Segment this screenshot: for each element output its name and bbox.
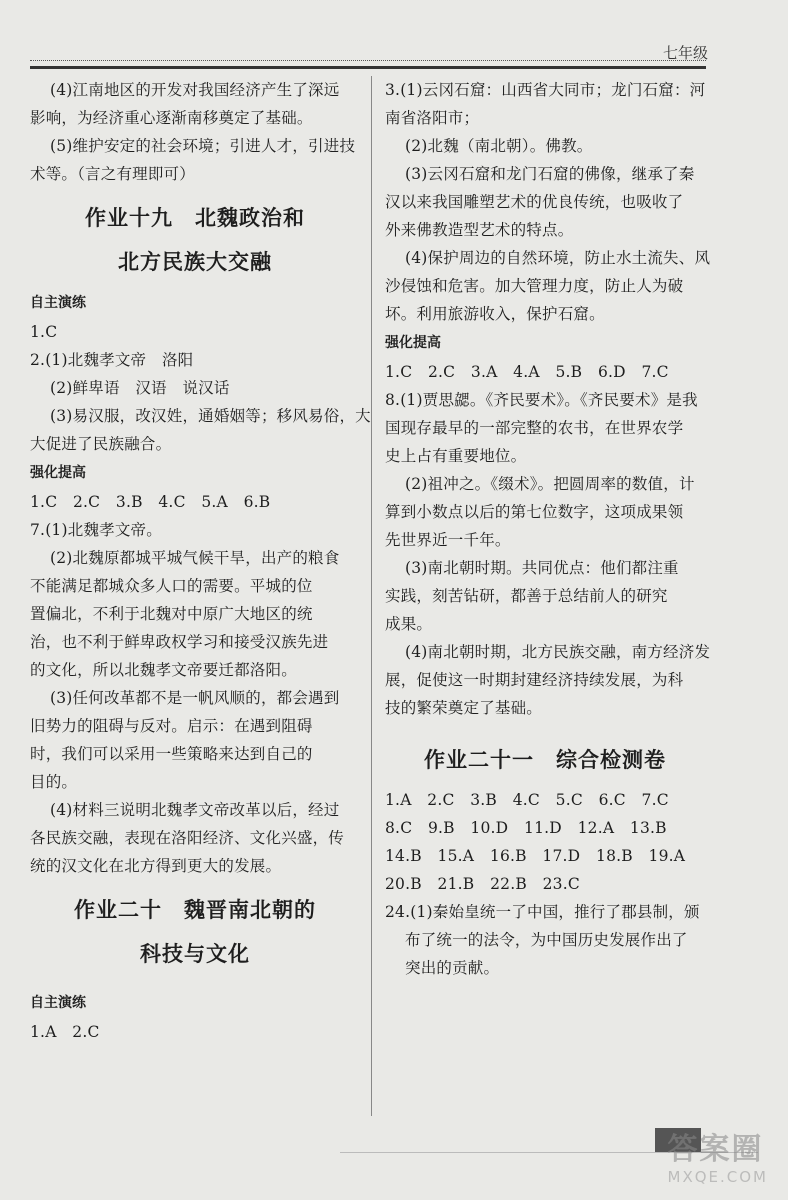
text-line: 术等。（言之有理即可） — [30, 165, 195, 183]
section-heading: 自主演练 — [30, 995, 86, 1011]
answer-line: 各民族交融，表现在洛阳经济、文化兴盛，传 — [30, 829, 345, 847]
answer-line: 8.(1)贾思勰。《齐民要术》。《齐民要术》是我 — [385, 391, 698, 409]
answer-line: 外来佛教造型艺术的特点。 — [385, 221, 574, 239]
answer-line: 1.C — [30, 323, 58, 341]
answer-line: 先世界近一千年。 — [385, 531, 511, 549]
answer-line: 不能满足都城众多人口的需要。平城的位 — [30, 577, 313, 595]
watermark-url: MXQE.COM — [667, 1168, 768, 1186]
answer-line: 沙侵蚀和危害。加大管理力度，防止人为破 — [385, 277, 684, 295]
answer-line: (2)鲜卑语 汉语 说汉话 — [50, 379, 230, 397]
answer-line: (3)南北朝时期。共同优点：他们都注重 — [405, 559, 679, 577]
homework-19-title-cont: 北方民族大交融 — [118, 250, 272, 274]
answer-line: 1.C 2.C 3.A 4.A 5.B 6.D 7.C — [385, 363, 669, 381]
section-heading: 自主演练 — [30, 295, 86, 311]
answer-line: 置偏北，不利于北魏对中原广大地区的统 — [30, 605, 313, 623]
answer-line: 技的繁荣奠定了基础。 — [385, 699, 543, 717]
column-divider — [371, 76, 372, 1116]
answer-line: 坏。利用旅游收入，保护石窟。 — [385, 305, 605, 323]
answer-line: (3)云冈石窟和龙门石窟的佛像，继承了秦 — [405, 165, 695, 183]
answer-line: 目的。 — [30, 773, 78, 791]
answer-line: 20.B 21.B 22.B 23.C — [385, 875, 580, 893]
answer-line: 大促进了民族融合。 — [30, 435, 172, 453]
answer-line: 时，我们可以采用一些策略来达到自己的 — [30, 745, 313, 763]
right-column — [385, 76, 711, 982]
answer-line: 治，也不利于鲜卑政权学习和接受汉族先进 — [30, 633, 329, 651]
homework-20-title-cont: 科技与文化 — [140, 942, 250, 966]
answer-line: (2)北魏原都城平城气候干旱，出产的粮食 — [50, 549, 340, 567]
text-line: 影响，为经济重心逐渐南移奠定了基础。 — [30, 109, 313, 127]
answer-line: 1.A 2.C 3.B 4.C 5.C 6.C 7.C — [385, 791, 669, 809]
answer-line: (4)材料三说明北魏孝文帝改革以后，经过 — [50, 801, 340, 819]
answer-line: (3)易汉服，改汉姓，通婚姻等；移风易俗，大 — [50, 407, 371, 425]
answer-line: (2)北魏（南北朝）。佛教。 — [405, 137, 593, 155]
answer-line: 24.(1)秦始皇统一了中国，推行了郡县制，颁 — [385, 903, 700, 921]
answer-line: 展，促使这一时期封建经济持续发展，为科 — [385, 671, 684, 689]
answer-line: 布了统一的法令，为中国历史发展作出了 — [405, 931, 688, 949]
answer-line: 实践，刻苦钻研，都善于总结前人的研究 — [385, 587, 668, 605]
section-heading: 强化提高 — [30, 465, 86, 481]
answer-line: (3)任何改革都不是一帆风顺的，都会遇到 — [50, 689, 340, 707]
answer-line: 7.(1)北魏孝文帝。 — [30, 521, 162, 539]
answer-line: 2.(1)北魏孝文帝 洛阳 — [30, 351, 194, 369]
answer-line: 8.C 9.B 10.D 11.D 12.A 13.B — [385, 819, 667, 837]
text-line: (4)江南地区的开发对我国经济产生了深远 — [50, 81, 340, 99]
answer-line: 旧势力的阻碍与反对。启示：在遇到阻碍 — [30, 717, 313, 735]
answer-line: (4)南北朝时期，北方民族交融，南方经济发 — [405, 643, 711, 661]
answer-line: 1.A 2.C — [30, 1023, 100, 1041]
homework-19-title: 作业十九 北魏政治和 — [85, 206, 305, 230]
answer-line: (2)祖冲之。《缀术》。把圆周率的数值，计 — [405, 475, 695, 493]
answer-line: 史上占有重要地位。 — [385, 447, 527, 465]
homework-21-title: 作业二十一 综合检测卷 — [424, 748, 666, 772]
answer-line: 算到小数点以后的第七位数字，这项成果领 — [385, 503, 684, 521]
answer-line: (4)保护周边的自然环境，防止水土流失、风 — [405, 249, 711, 267]
header-thick-rule — [30, 66, 706, 69]
answer-line: 3.(1)云冈石窟：山西省大同市；龙门石窟：河 — [385, 81, 706, 99]
watermark — [668, 1124, 769, 1186]
answer-line: 南省洛阳市； — [385, 109, 480, 127]
header-grade: 七年级 — [662, 44, 708, 62]
answer-line: 统的汉文化在北方得到更大的发展。 — [30, 857, 282, 875]
answer-line: 的文化，所以北魏孝文帝要迁都洛阳。 — [30, 661, 297, 679]
answer-line: 汉以来我国雕塑艺术的优良传统，也吸收了 — [385, 193, 684, 211]
answer-line: 1.C 2.C 3.B 4.C 5.A 6.B — [30, 493, 271, 511]
answer-line: 突出的贡献。 — [405, 959, 500, 977]
answer-line: 国现存最早的一部完整的农书，在世界农学 — [385, 419, 684, 437]
text-line: (5)维护安定的社会环境；引进人才，引进技 — [50, 137, 356, 155]
section-heading: 强化提高 — [385, 335, 441, 351]
answer-line: 成果。 — [385, 615, 433, 633]
header-dotted-rule — [30, 60, 706, 61]
left-column — [30, 76, 371, 1046]
homework-20-title: 作业二十 魏晋南北朝的 — [74, 898, 316, 922]
watermark-logo: 答案圈 — [667, 1132, 764, 1167]
answer-line: 14.B 15.A 16.B 17.D 18.B 19.A — [385, 847, 686, 865]
